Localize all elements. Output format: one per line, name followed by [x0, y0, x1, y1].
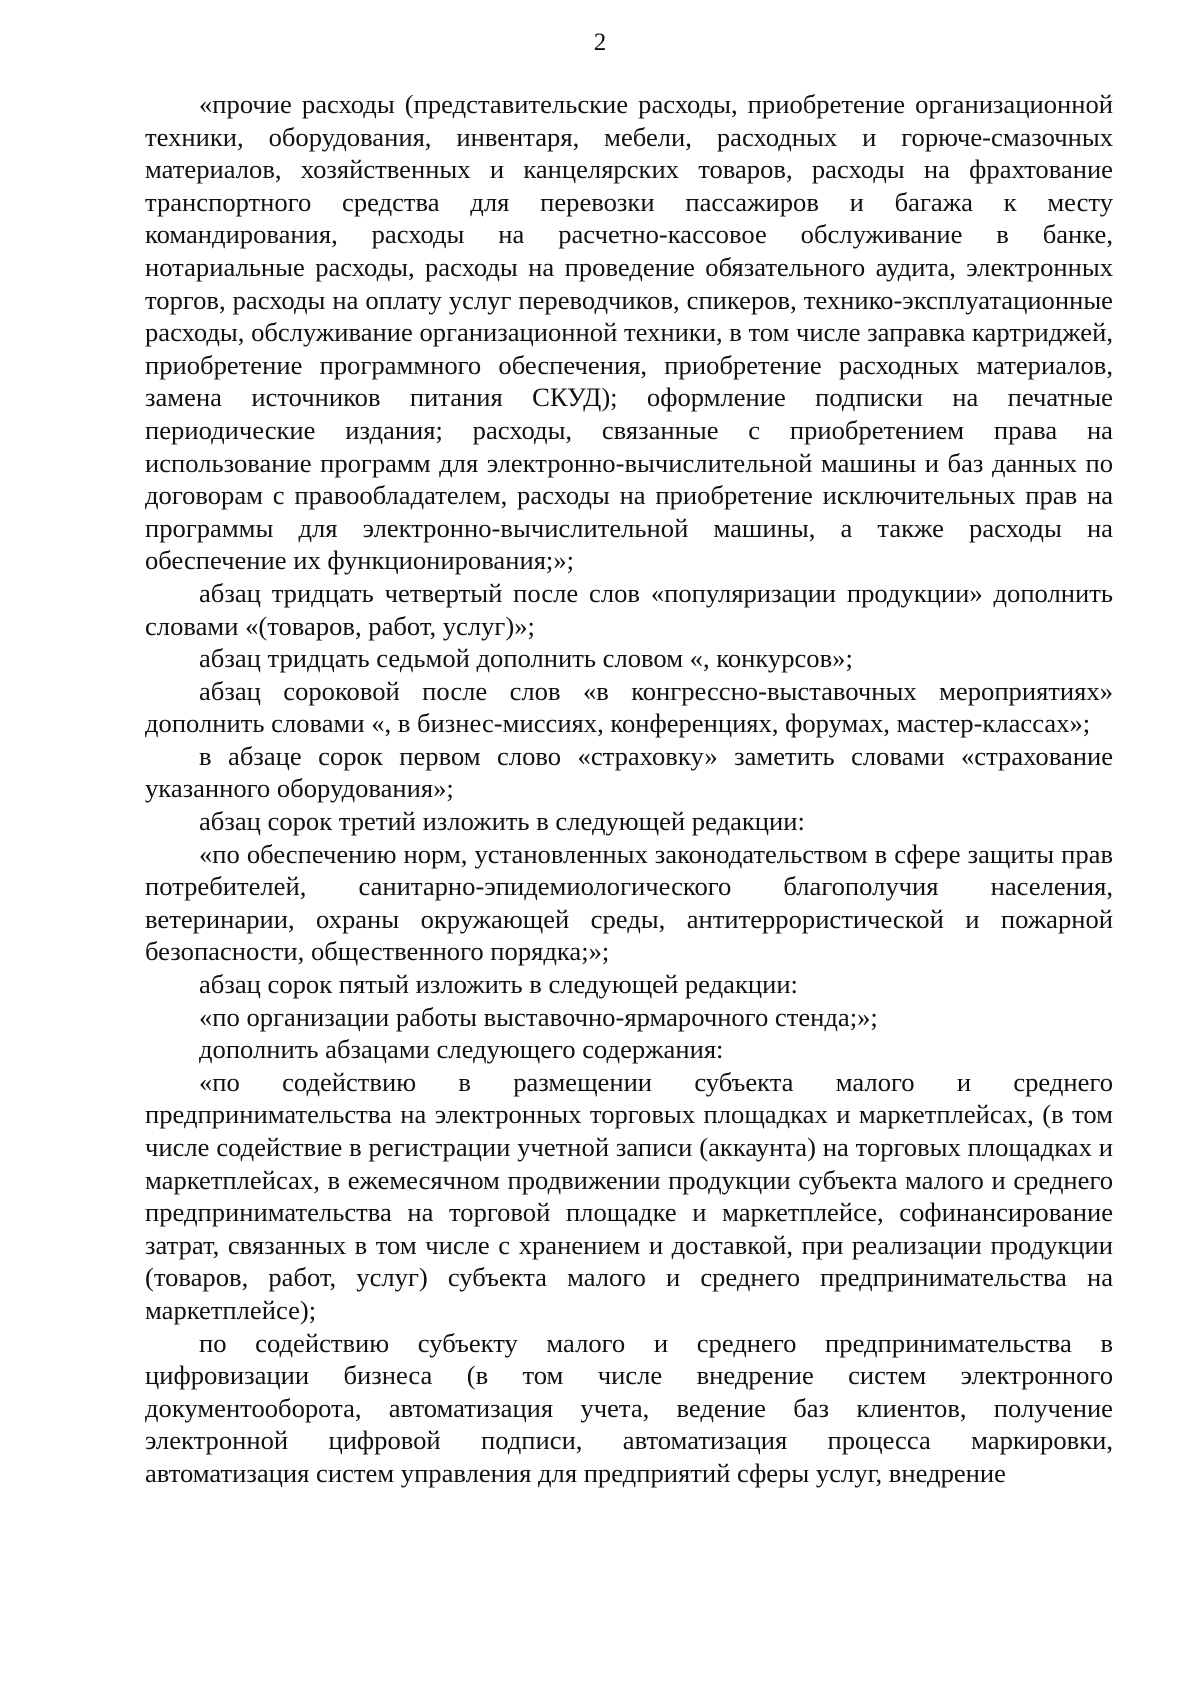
- page-number: 2: [593, 29, 607, 56]
- paragraph-add-intro: дополнить абзацами следующего содержания:: [199, 1034, 724, 1065]
- paragraph-41: в абзаце сорок первом слово «страховку» заметить словами «страхование указанного оборудования»;: [145, 740, 1113, 804]
- paragraph-45-text: «по организации работы выставочно-ярмарочного стенда;»;: [199, 1001, 878, 1032]
- paragraph-37: абзац тридцать седьмой дополнить словом «, конкурсов»;: [199, 643, 853, 674]
- paragraph-45-intro: абзац сорок пятый изложить в следующей редакции:: [199, 969, 798, 1000]
- paragraph-other-expenses: «прочие расходы (представительские расходы, приобретение организационной техники, оборудования, инвентаря, мебели, расходных и горюче-смазочных материалов, хозяйственных и канцелярских товаров, расходы на фрахтование транспортного средства для перевозки пассажиров и багажа к месту командирования, расходы на расчетно-кассовое обслуживание в банке, нотариальные расходы, расходы на проведение обязательного аудита, электронных торгов, расходы на оплату услуг переводчиков, спикеров, технико-эксплуатационные расходы, обслуживание организационной техники, в том числе заправка картриджей, приобретение программного обеспечения, приобретение расходных материалов, замена источников питания СКУД); оформление подписки на печатные периодические издания; расходы, связанные с приобретением права на использование программ для электронно-вычислительной машины и баз данных по договорам с правообладателем, расходы на приобретение исключительных прав на программы для электронно-вычислительной машины, а также расходы на обеспечение их функционирования;»;: [145, 89, 1113, 576]
- paragraph-43-intro: абзац сорок третий изложить в следующей редакции:: [199, 806, 805, 837]
- paragraph-34: абзац тридцать четвертый после слов «популяризации продукции» дополнить словами «(товаров, работ, услуг)»;: [145, 577, 1113, 641]
- paragraph-digitalization: по содействию субъекту малого и среднего предпринимательства в цифровизации бизнеса (в том числе внедрение систем электронного документооборота, автоматизация учета, ведение баз клиентов, получение электронной цифровой подписи, автоматизация процесса маркировки, автоматизация систем управления для предприятий сферы услуг, внедрение: [145, 1327, 1113, 1488]
- paragraph-43-text: «по обеспечению норм, установленных законодательством в сфере защиты прав потребителей, санитарно-эпидемиологического благополучия населения, ветеринарии, охраны окружающей среды, антитеррористической и пожарной безопасности, общественного порядка;»;: [145, 838, 1113, 967]
- paragraph-40: абзац сороковой после слов «в конгрессно-выставочных мероприятиях» дополнить словами «, в бизнес-миссиях, конференциях, форумах, мастер-классах»;: [145, 675, 1113, 739]
- document-body: [145, 88, 1113, 1490]
- paragraph-marketplaces: «по содействию в размещении субъекта малого и среднего предпринимательства на электронных торговых площадках и маркетплейсах, (в том числе содействие в регистрации учетной записи (аккаунта) на торговых площадках и маркетплейсах, в ежемесячном продвижении продукции субъекта малого и среднего предпринимательства на торговой площадке и маркетплейсе, софинансирование затрат, связанных в том числе с хранением и доставкой, при реализации продукции (товаров, работ, услуг) субъекта малого и среднего предпринимательства на маркетплейсе);: [145, 1066, 1113, 1325]
